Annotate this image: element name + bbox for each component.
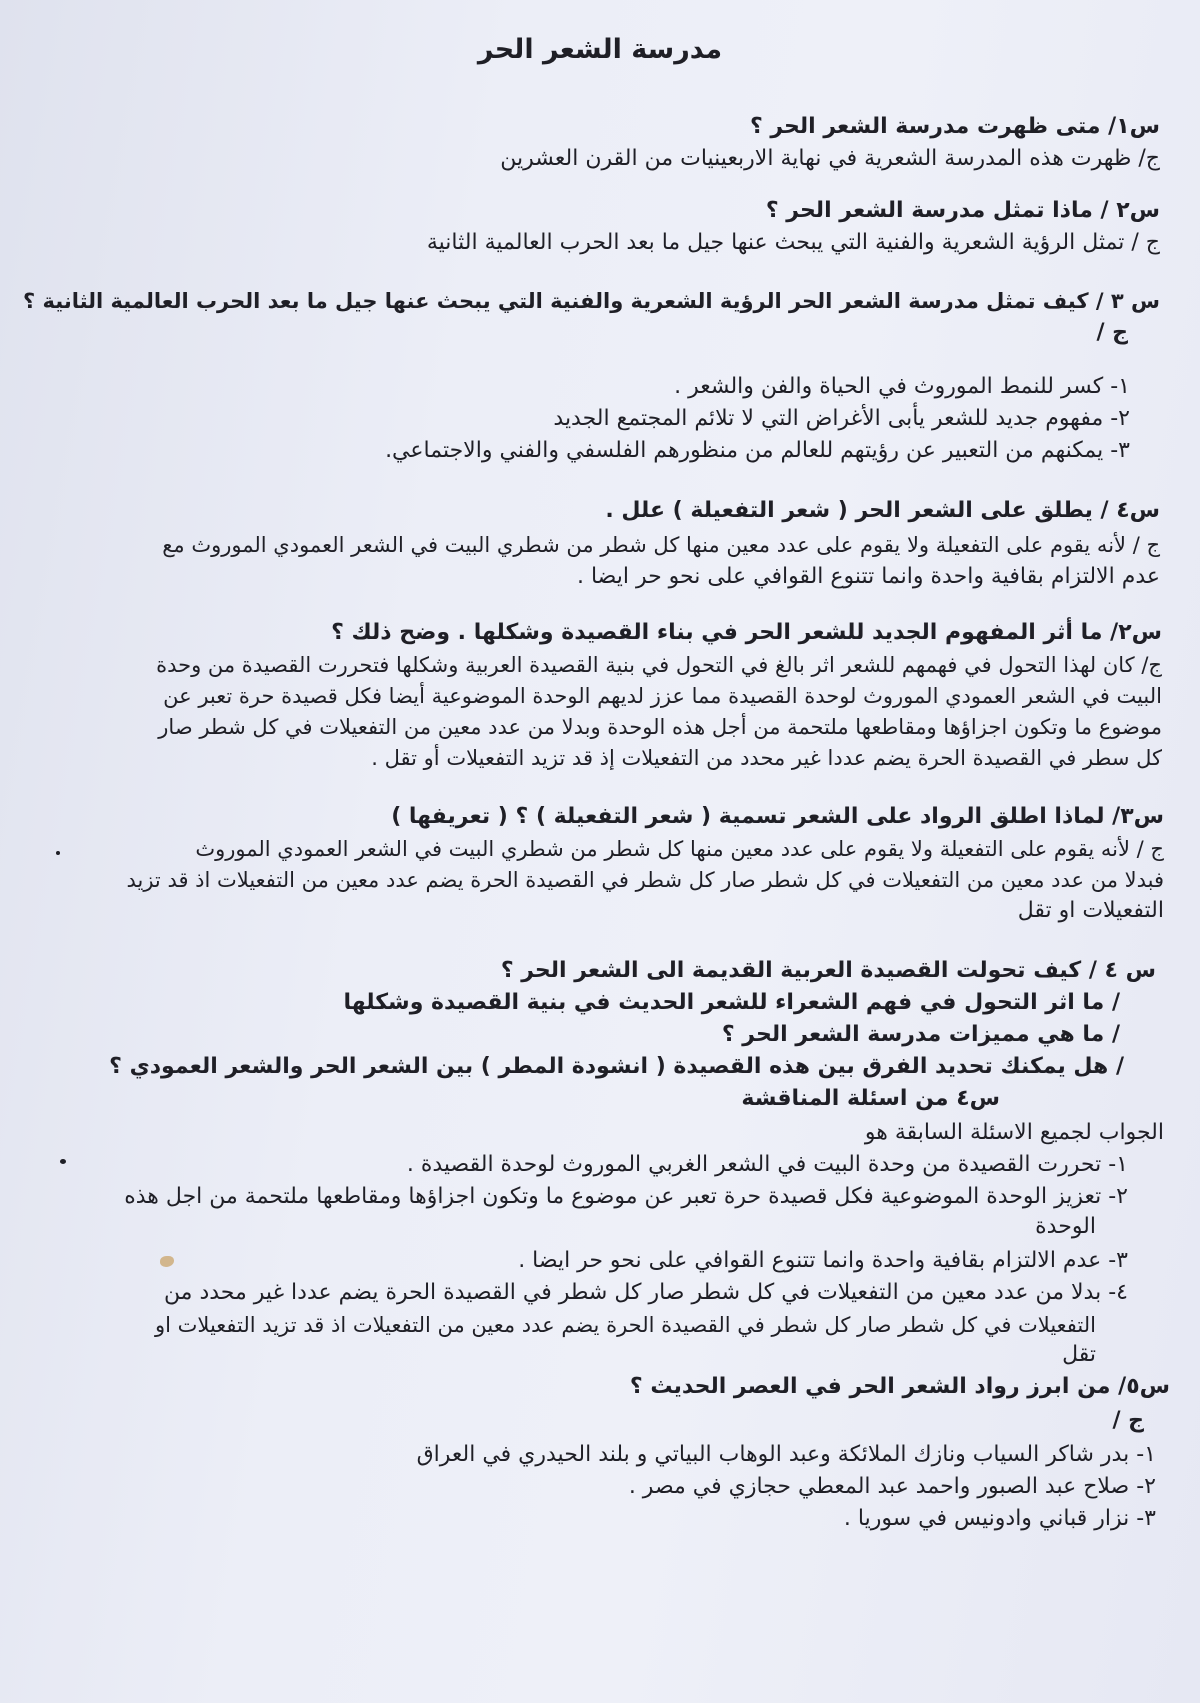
answer-6-line-1: ج / لأنه يقوم على التفعيلة ولا يقوم على عدد معين منها كل شطر من شطري البيت في الشعر العمودي الموروث xyxy=(195,837,1164,861)
answer-5-line-1: ج/ كان لهذا التحول في فهمهم للشعر اثر بالغ في التحول في بنية القصيدة العربية وشكلها فتحررت القصيدة من وحدة xyxy=(156,653,1162,677)
question-8: س٥/ من ابرز رواد الشعر الحر في العصر الحديث ؟ xyxy=(629,1374,1170,1399)
question-7-line-5: س٤ من اسئلة المناقشة xyxy=(741,1086,1000,1111)
paper-stain xyxy=(160,1256,174,1267)
answer-8-label: ج / xyxy=(1112,1408,1144,1433)
question-6: س٣/ لماذا اطلق الرواد على الشعر تسمية ( شعر التفعيلة ) ؟ ( تعريفها ) xyxy=(391,804,1164,829)
answer-3-label: ج / xyxy=(1096,320,1128,345)
answer-5-line-2: البيت في الشعر العمودي الموروث لوحدة القصيدة مما عزز لديهم الوحدة الموضوعية أيضا فكل قصيدة حرة تعبر عن xyxy=(163,684,1162,708)
ink-dot xyxy=(56,851,60,855)
answer-7-item-4-cont: التفعيلات في كل شطر صار كل شطر في القصيدة الحرة يضم عدد معين من التفعيلات اذ قد تزيد التفعيلات او xyxy=(155,1313,1096,1337)
question-7-line-3: / ما هي مميزات مدرسة الشعر الحر ؟ xyxy=(721,1022,1120,1047)
answer-7-item-2-cont: الوحدة xyxy=(1035,1214,1096,1239)
page-title: مدرسة الشعر الحر xyxy=(477,34,723,65)
answer-1: ج/ ظهرت هذه المدرسة الشعرية في نهاية الاربعينيات من القرن العشرين xyxy=(500,146,1160,171)
answer-7-item-1: ١- تحررت القصيدة من وحدة البيت في الشعر الغربي الموروث لوحدة القصيدة . xyxy=(406,1152,1128,1177)
answer-7-item-4-end: تقل xyxy=(1062,1342,1096,1367)
question-1: س١/ متى ظهرت مدرسة الشعر الحر ؟ xyxy=(749,114,1160,139)
question-5: س٢/ ما أثر المفهوم الجديد للشعر الحر في بناء القصيدة وشكلها . وضح ذلك ؟ xyxy=(331,620,1162,645)
question-2: س٢ / ماذا تمثل مدرسة الشعر الحر ؟ xyxy=(765,198,1160,223)
answer-6-line-2: فبدلا من عدد معين من التفعيلات في كل شطر صار كل شطر في القصيدة الحرة يضم عدد معين من التفعيلات اذ قد تزيد xyxy=(126,868,1164,892)
answer-7-item-3: ٣- عدم الالتزام بقافية واحدة وانما تتنوع القوافي على نحو حر ايضا . xyxy=(518,1248,1128,1273)
question-7-line-2: / ما اثر التحول في فهم الشعراء للشعر الحديث في بنية القصيدة وشكلها xyxy=(343,990,1120,1015)
answer-8-item-3: ٣- نزار قباني وادونيس في سوريا . xyxy=(843,1506,1156,1531)
answer-5-line-4: كل سطر في القصيدة الحرة يضم عددا غير محدد من التفعيلات إذ قد تزيد التفعيلات أو تقل . xyxy=(371,746,1162,770)
question-7-line-4: / هل يمكنك تحديد الفرق بين هذه القصيدة ( انشودة المطر ) بين الشعر الحر والشعر العمودي ؟ xyxy=(109,1054,1124,1079)
ink-dot xyxy=(60,1159,66,1164)
answer-3-item-1: ١- كسر للنمط الموروث في الحياة والفن والشعر . xyxy=(674,374,1130,399)
answer-5-line-3: موضوع ما وتكون اجزاؤها ومقاطعها ملتحمة من أجل هذه الوحدة وبدلا من عدد معين من التفعيلات في كل شطر صار xyxy=(158,715,1162,739)
answer-7-intro: الجواب لجميع الاسئلة السابقة هو xyxy=(864,1120,1164,1145)
question-7-line-1: س ٤ / كيف تحولت القصيدة العربية القديمة الى الشعر الحر ؟ xyxy=(500,958,1156,983)
answer-2: ج / تمثل الرؤية الشعرية والفنية التي يبحث عنها جيل ما بعد الحرب العالمية الثانية xyxy=(426,230,1160,255)
answer-8-item-2: ٢- صلاح عبد الصبور واحمد عبد المعطي حجازي في مصر . xyxy=(628,1474,1156,1499)
answer-4-line-2: عدم الالتزام بقافية واحدة وانما تتنوع القوافي على نحو حر ايضا . xyxy=(576,564,1160,589)
question-4: س٤ / يطلق على الشعر الحر ( شعر التفعيلة ) علل . xyxy=(605,498,1160,523)
answer-3-item-2: ٢- مفهوم جديد للشعر يأبى الأغراض التي لا تلائم المجتمع الجديد xyxy=(553,406,1130,431)
answer-7-item-4: ٤- بدلا من عدد معين من التفعيلات في كل شطر صار كل شطر في القصيدة الحرة يضم عددا غير محدد من xyxy=(163,1280,1128,1305)
question-3: س ٣ / كيف تمثل مدرسة الشعر الحر الرؤية الشعرية والفنية التي يبحث عنها جيل ما بعد الحرب العالمية الثانية ؟ xyxy=(23,289,1160,313)
answer-6-line-3: التفعيلات او تقل xyxy=(1017,898,1164,923)
answer-8-item-1: ١- بدر شاكر السياب ونازك الملائكة وعبد الوهاب البياتي و بلند الحيدري في العراق xyxy=(416,1442,1156,1467)
answer-3-item-3: ٣- يمكنهم من التعبير عن رؤيتهم للعالم من منظورهم الفلسفي والفني والاجتماعي. xyxy=(385,438,1130,463)
answer-4-line-1: ج / لأنه يقوم على التفعيلة ولا يقوم على عدد معين منها كل شطر من شطري البيت في الشعر العمودي الموروث مع xyxy=(162,533,1160,557)
answer-7-item-2: ٢- تعزيز الوحدة الموضوعية فكل قصيدة حرة تعبر عن موضوع ما وتكون اجزاؤها ومقاطعها ملتحمة من اجل هذه xyxy=(124,1184,1128,1209)
